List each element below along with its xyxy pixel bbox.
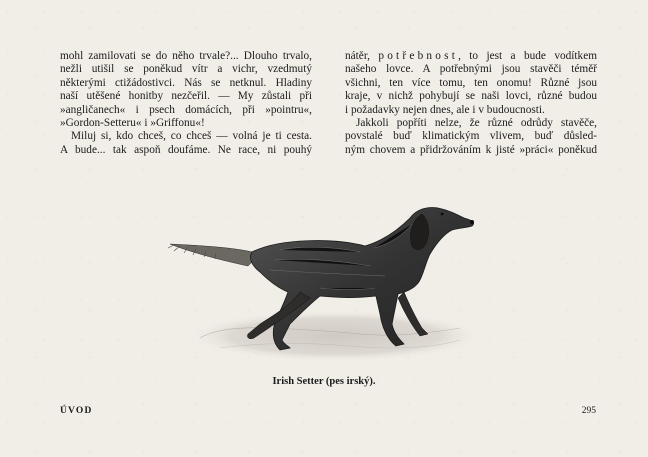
text-line: naší utěšené honitby nezčeřil. — My zůstali při xyxy=(60,90,312,103)
dog-tail xyxy=(170,244,260,266)
figure-caption: Irish Setter (pes irský). xyxy=(272,376,376,387)
dog-eye xyxy=(441,213,444,216)
text-line: Jakkoli popříti nelze, že různé odrůdy stavěče, xyxy=(356,117,597,130)
text-line: našeho lovce. A potřebnými jsou stavěči téměř xyxy=(345,63,597,76)
left-text-column xyxy=(60,50,312,157)
text-line: ným chovem a přidržováním k jisté »práci« poněkud xyxy=(345,143,597,156)
text-line: povstalé buď klimatickým vlivem, buď důsled- xyxy=(345,130,597,143)
right-text-column xyxy=(345,50,597,157)
text-fragment: nátěr, xyxy=(345,50,370,62)
text-line: některými ctižádostivci. Nás se netknul. Hladiny xyxy=(60,76,312,89)
text-line: Miluj si, kdo chceš, co chceš — volná je ti cesta. xyxy=(71,130,312,143)
ground-shadow xyxy=(185,310,480,362)
text-line-first xyxy=(345,50,597,63)
text-line: »Gordon-Setteru« i »Griffonu«! xyxy=(60,117,205,130)
text-line: A bude... tak aspoň doufáme. Ne race, ni pouhý xyxy=(60,143,312,156)
text-line: kraje, v nichž pohybují se naši lovci, různé budou xyxy=(345,90,597,103)
dog-nose xyxy=(470,220,474,224)
running-footer-section: ÚVOD xyxy=(60,406,93,416)
dog-illustration xyxy=(160,188,480,366)
page-number: 295 xyxy=(581,406,596,416)
text-line: nežli utišil se poněkud vítr a vichr, vzedmutý xyxy=(60,63,312,76)
text-line: »angličanech« i psech domácích, při »pointru«, xyxy=(60,103,312,116)
text-fragment: , to jest a bude vodítkem xyxy=(458,50,597,62)
text-line: mohl zamilovati se do něho trvale?... Dlouho trvalo, xyxy=(60,50,312,62)
emphasized-word: potřebnost xyxy=(378,50,459,62)
text-line: všichni, ten více tomu, ten onomu! Různé jsou xyxy=(345,76,597,89)
text-line: i požadavky nejen dnes, ale i v budoucnosti. xyxy=(345,103,545,116)
